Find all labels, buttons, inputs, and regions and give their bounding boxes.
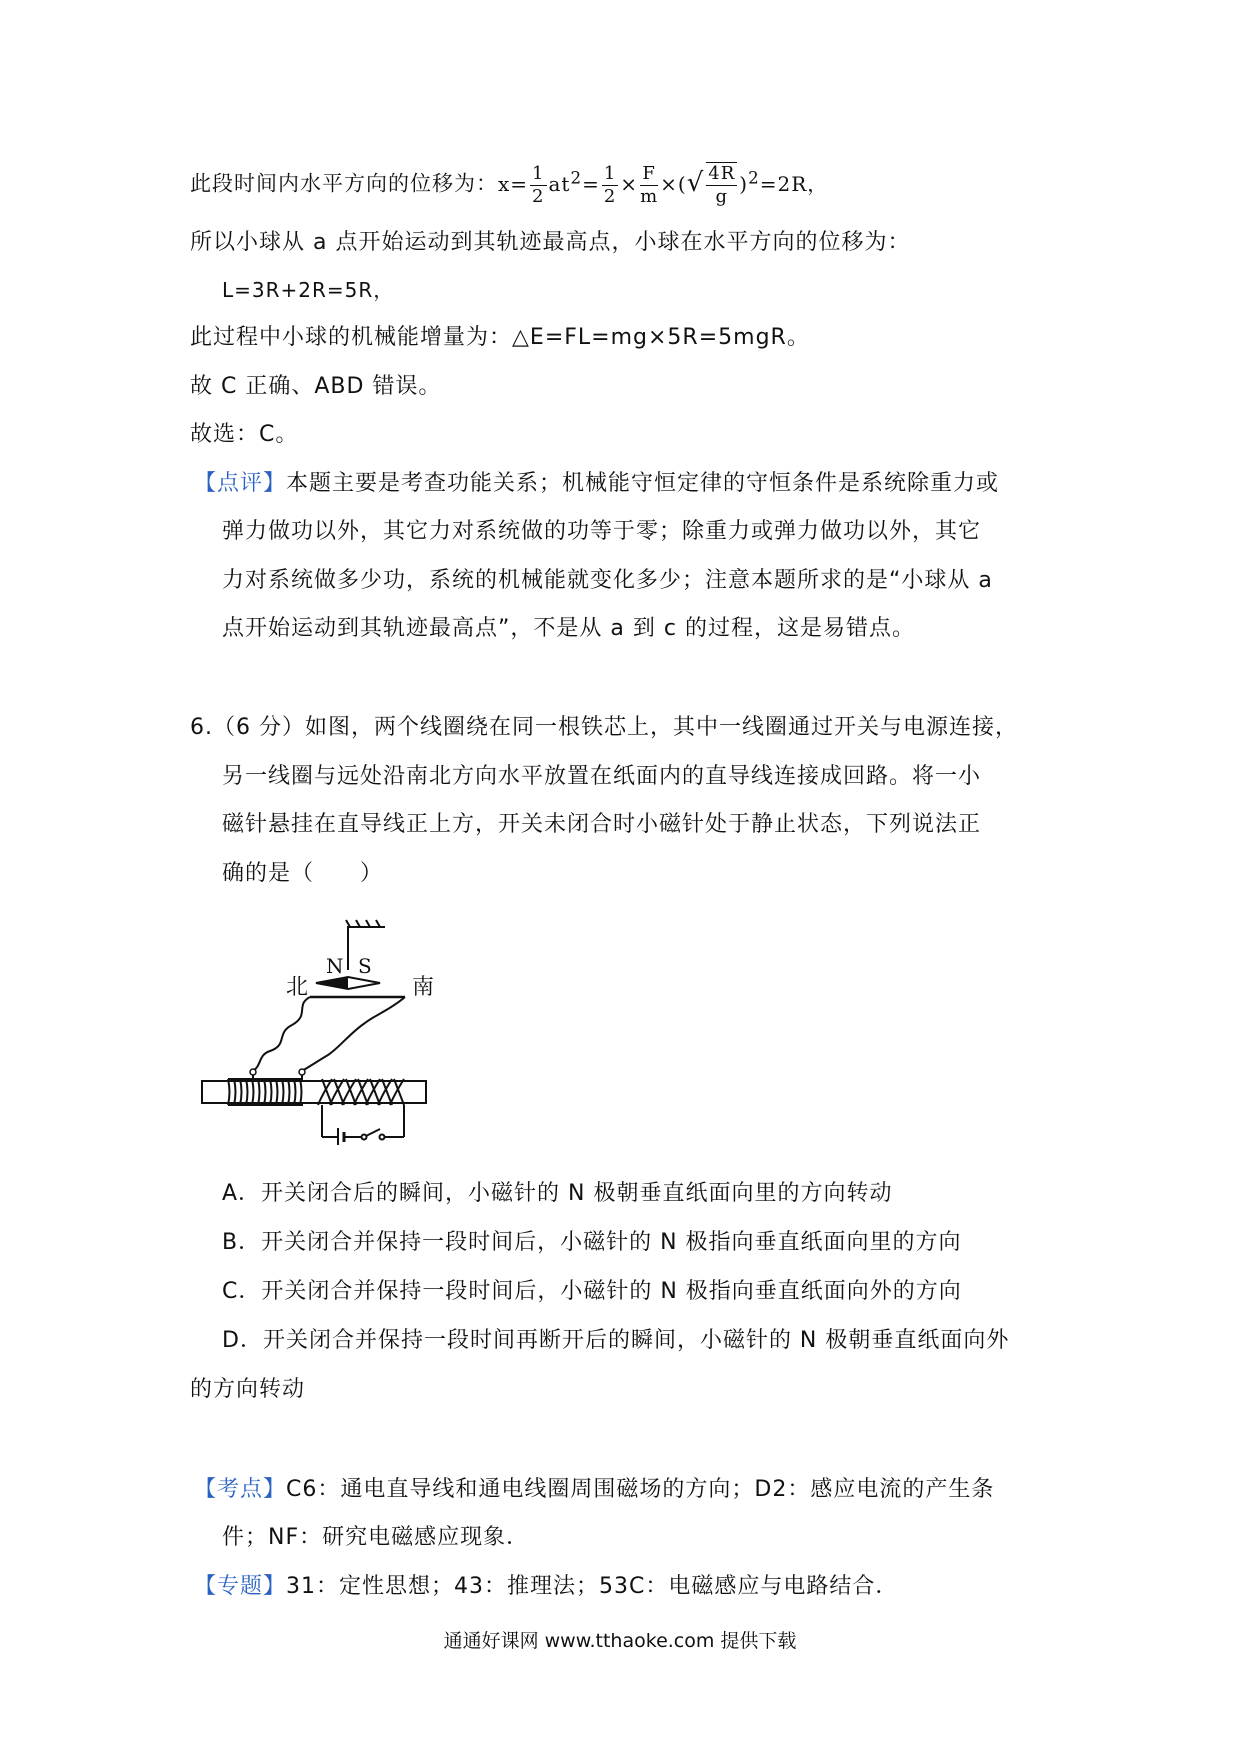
fraction-4r-g [706, 162, 737, 208]
text-line-4: 此过程中小球的机械能增量为：△E=FL=mg×5R=5mgR。 [190, 325, 810, 350]
question-line-1: 6.（6 分）如图，两个线圈绕在同一根铁芯上，其中一线圈通过开关与电源连接， [190, 715, 1018, 740]
formula-times-paren: ×( [660, 171, 687, 196]
formula-body [498, 162, 829, 207]
formula-sup-2: 2 [748, 167, 760, 187]
kaodian-text-1: C6：通电直导线和通电线圈周围磁场的方向；D2：感应电流的产生条 [286, 1477, 995, 1502]
option-d-line-2: 的方向转动 [190, 1377, 306, 1402]
terminal-left [250, 1069, 256, 1075]
formula-times: × [620, 171, 639, 196]
frac-num: 4R [708, 163, 736, 184]
comment-tag: 【点评】 [194, 471, 287, 496]
question-line-4: 确的是（ ） [222, 861, 384, 886]
n-pole-label: N [326, 954, 344, 978]
battery-switch-circuit [322, 1105, 404, 1145]
text-line-2: 所以小球从 a 点开始运动到其轨迹最高点，小球在水平方向的位移为： [190, 230, 911, 255]
frac-den: 2 [603, 185, 617, 207]
frac-num: 1 [532, 162, 545, 184]
fraction-f-m [640, 163, 658, 208]
frac-den: 2 [532, 185, 545, 207]
formula-sup: 2 [570, 167, 583, 187]
option-d-line-1: D．开关闭合并保持一段时间再断开后的瞬间，小磁针的 N 极朝垂直纸面向外 [222, 1328, 1010, 1353]
north-label: 北 [286, 975, 309, 1000]
frac-den: g [715, 186, 729, 207]
formula-eq: = [582, 171, 600, 196]
formula-result: =2R， [759, 171, 829, 196]
frac-num: F [640, 163, 658, 186]
s-pole-label: S [358, 954, 372, 978]
option-a: A．开关闭合后的瞬间，小磁针的 N 极朝垂直纸面向里的方向转动 [222, 1181, 893, 1206]
frac-den: m [640, 185, 659, 207]
zhuanti-text: 31：定性思想；43：推理法；53C：电磁感应与电路结合． [286, 1574, 899, 1599]
fraction-half [530, 163, 546, 208]
comment-line-4: 点开始运动到其轨迹最高点”，不是从 a 到 c 的过程，这是易错点。 [222, 616, 915, 641]
page-footer: 通通好课网 www.tthaoke.com 提供下载 [443, 1630, 797, 1652]
question-line-2: 另一线圈与远处沿南北方向水平放置在纸面内的直导线连接成回路。将一小 [222, 764, 982, 789]
kaodian-line-1 [194, 1475, 994, 1505]
comment-line-3: 力对系统做多少功，系统的机械能就变化多少；注意本题所求的是“小球从 a [222, 568, 993, 593]
coil-figure [200, 915, 460, 1145]
terminal-right [299, 1069, 305, 1075]
comment-line-1 [194, 469, 999, 499]
text-line-3: L=3R+2R=5R， [222, 278, 395, 302]
zhuanti-line [194, 1572, 898, 1602]
connecting-wire-left [253, 997, 310, 1071]
south-label: 南 [412, 975, 435, 1000]
zhuanti-tag: 【专题】 [194, 1574, 287, 1599]
fraction-half-2 [602, 163, 618, 208]
formula-at: at [548, 171, 571, 196]
option-c: C．开关闭合并保持一段时间后，小磁针的 N 极指向垂直纸面向外的方向 [222, 1279, 962, 1304]
comment-line-2: 弹力做功以外，其它力对系统做的功等于零；除重力或弹力做功以外，其它 [222, 519, 982, 544]
displacement-formula-line [190, 162, 828, 208]
formula-close: ) [739, 171, 749, 196]
question-line-3: 磁针悬挂在直导线正上方，开关未闭合时小磁针处于静止状态，下列说法正 [222, 812, 982, 837]
magnet-needle-north-half [316, 977, 348, 989]
kaodian-line-2: 件；NF：研究电磁感应现象． [222, 1525, 530, 1550]
sqrt-icon: √ [686, 167, 705, 198]
connecting-wire-right [302, 997, 405, 1071]
formula-x: x= [498, 171, 529, 196]
formula-prefix: 此段时间内水平方向的位移为： [190, 171, 498, 196]
frac-num: 1 [603, 162, 617, 184]
text-line-6: 故选：C。 [190, 422, 299, 447]
kaodian-tag: 【考点】 [194, 1477, 287, 1502]
option-b: B．开关闭合并保持一段时间后，小磁针的 N 极指向垂直纸面向里的方向 [222, 1230, 962, 1255]
text-line-5: 故 C 正确、ABD 错误。 [190, 374, 442, 399]
comment-text-1: 本题主要是考查功能关系；机械能守恒定律的守恒条件是系统除重力或 [286, 471, 1000, 496]
